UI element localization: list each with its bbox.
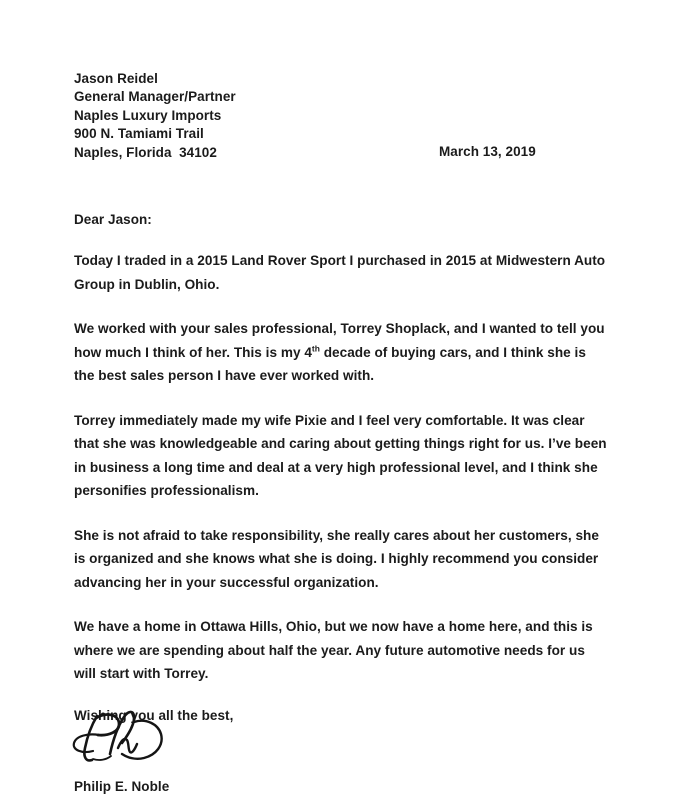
closing-block — [74, 708, 609, 794]
letter-paragraphs — [74, 249, 609, 686]
recipient-name: Jason Reidel — [74, 71, 158, 86]
letter-date: March 13, 2019 — [439, 143, 536, 159]
paragraph-text-before-superscript: We worked with your sales professional, Torrey Shoplack, and I wanted to tell you how much I think of her. This is my 4 — [74, 321, 605, 360]
recipient-street: 900 N. Tamiami Trail — [74, 126, 204, 142]
paragraph-trade-in: Today I traded in a 2015 Land Rover Sport I purchased in 2015 at Midwestern Auto Group in Dublin, Ohio. — [74, 253, 606, 292]
recipient-title: General Manager/Partner — [74, 89, 236, 105]
ordinal-superscript: th — [311, 343, 320, 353]
paragraph-sales-professional — [74, 317, 609, 388]
paragraph-recommendation: She is not afraid to take responsibility, she really cares about her customers, she is organized and she knows what she is doing. I highly recommend you consider advancing her in your successful organization. — [74, 527, 599, 590]
paragraph-text-after-superscript: decade of buying cars, and I think she is the best sales person I have ever worked with. — [74, 344, 586, 384]
paragraph-comfortable: Torrey immediately made my wife Pixie and I feel very comfortable. It was clear that she was knowledgeable and caring about getting things right for us. I’ve been in business a long time and deal at a very high professional level, and I think she personifies professionalism. — [74, 412, 607, 499]
recipient-company: Naples Luxury Imports — [74, 107, 222, 123]
salutation: Dear Jason: — [74, 212, 152, 228]
signer-name: Philip E. Noble — [74, 778, 170, 794]
recipient-city-state-zip: Naples, Florida 34102 — [74, 144, 217, 160]
valediction: Wishing you all the best, — [74, 707, 234, 723]
letter-body — [74, 70, 609, 794]
paragraph-future-business: We have a home in Ottawa Hills, Ohio, but we now have a home here, and this is where we are spending about half the year. Any future automotive needs for us will start with Torrey. — [74, 619, 593, 682]
